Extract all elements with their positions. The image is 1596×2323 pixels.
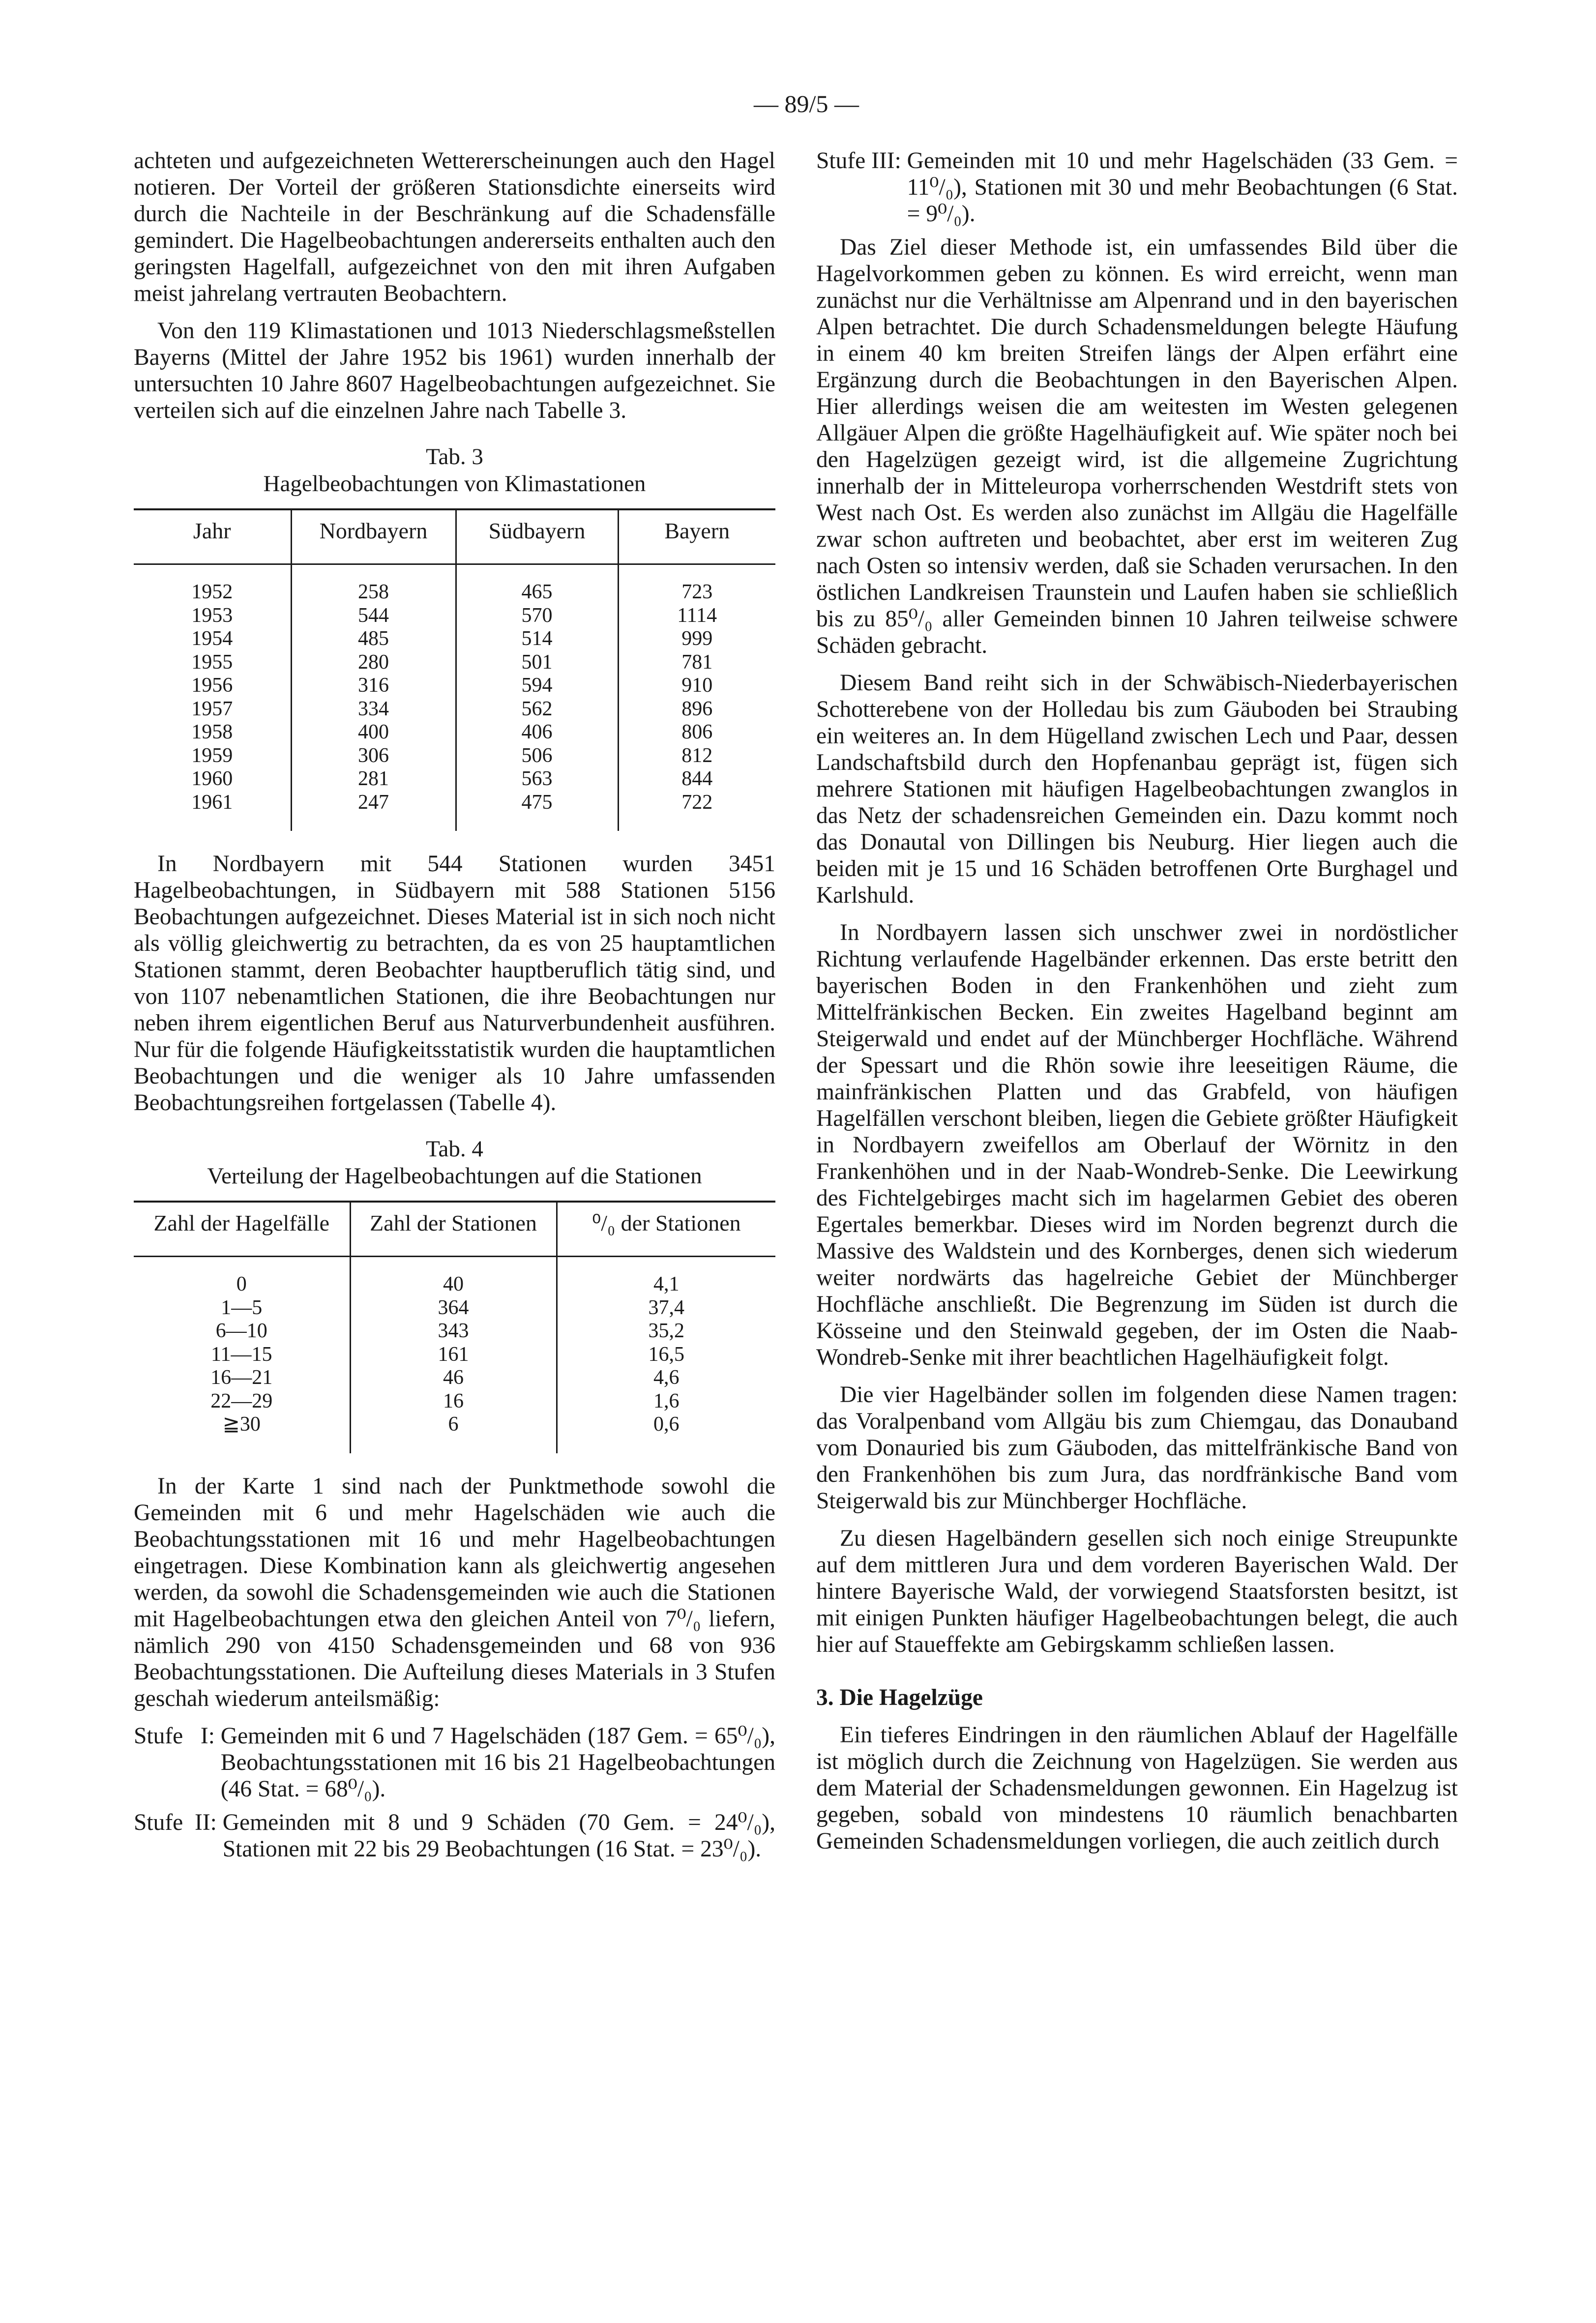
cell: 465 [456, 564, 618, 604]
table-title: Hagelbeobachtungen von Klimastationen [263, 471, 646, 497]
table-row [134, 1343, 775, 1367]
cell: 161 [350, 1343, 557, 1367]
cell: 844 [618, 767, 775, 791]
cell: 1954 [191, 627, 233, 650]
cell: 306 [291, 744, 456, 768]
column-header: Südbayern [456, 509, 618, 564]
paragraph: In der Karte 1 sind nach der Punktmethode sowohl die Gemeinden mit 6 und mehr Hagelschäden wie auch die Beobachtungsstationen mit 16 und mehr Hagelbeobachtungen eingetragen. Diese Kombination kann als gleichwertig angesehen werden, da sowohl die Schadensgemeinden wie auch die Stationen mit Hagelbeobachtungen etwa den gleichen Anteil von 7⁰/₀ liefern, nämlich 290 von 4150 Schadensgemeinden und 68 von 936 Beobachtungsstationen. Die Aufteilung dieses Materials in 3 Stufen geschah wiederum anteilsmäßig: [134, 1473, 775, 1711]
table-row [134, 674, 775, 698]
column-header: Nordbayern [291, 509, 456, 564]
cell: 334 [291, 698, 456, 721]
cell: 16 [350, 1390, 557, 1413]
table-row [134, 1296, 775, 1320]
stufe-text: Gemeinden mit 10 und mehr Hagelschäden (33 Gem. = 11⁰/₀), Stationen mit 30 und mehr Beobachtungen (6 Stat. = 9⁰/₀). [907, 148, 1458, 227]
table-row [134, 1366, 775, 1390]
cell: 316 [291, 674, 456, 698]
right-column [816, 147, 1458, 1865]
cell: 1952 [191, 581, 233, 603]
cell: 6 [350, 1413, 557, 1453]
paragraph: In Nordbayern mit 544 Stationen wurden 3451 Hagelbeobachtungen, in Südbayern mit 588 Stationen 5156 Beobachtungen aufgezeichnet. Dieses Material ist in sich noch nicht als völlig gleichwertig zu betrachten, da es von 25 hauptamtlichen Stationen stammt, deren Beobachter hauptberuflich tätig sind, und von 1107 nebenamtlichen Stationen, die ihre Beobachtungen nur neben ihrem eigentlichen Beruf aus Naturverbundenheit ausführen. Nur für die folgende Häufigkeitsstatistik wurden die hauptamtlichen Beobachtungen und die weniger als 10 Jahre umfassenden Beobachtungsreihen fortgelassen (Tabelle 4). [134, 851, 775, 1116]
cell: 563 [456, 767, 618, 791]
cell: 1114 [618, 604, 775, 628]
cell: 722 [618, 791, 775, 831]
table-row [134, 1320, 775, 1343]
column-header: Jahr [134, 509, 291, 564]
cell: 11—15 [211, 1343, 272, 1366]
cell: ≧30 [222, 1413, 261, 1436]
table-3-block [134, 443, 775, 831]
cell: 406 [456, 721, 618, 744]
cell: 280 [291, 651, 456, 675]
table-row [134, 604, 775, 628]
table-label: Tab. 4 [426, 1136, 483, 1162]
cell: 1957 [191, 697, 233, 720]
cell: 343 [350, 1320, 557, 1343]
cell: 400 [291, 721, 456, 744]
cell: 1953 [191, 604, 233, 627]
table-row [134, 767, 775, 791]
left-column [134, 147, 775, 1869]
stufe-label: Stufe III: [816, 148, 907, 174]
paragraph: In Nordbayern lassen sich unschwer zwei in nordöstlicher Richtung verlaufende Hagelbänder erkennen. Das erste betritt den bayerischen Boden in den Frankenhöhen und zieht zum Mittelfränkischen Becken. Ein zweites Hagelband beginnt am Steigerwald und endet auf der Münchberger Hochfläche. Während der Spessart und die Rhön sowie ihre leeseitigen Räume, die mainfränkischen Platten und das Grabfeld, von häufigen Hagelfällen verschont bleiben, liegen die Gebiete größter Häufigkeit in Nordbayern zweifellos am Oberlauf der Wörnitz in den Frankenhöhen und in der Naab-Wondreb-Senke. Die Leewirkung des Fichtelgebirges macht sich im hagelarmen Gebiet des oberen Egertales bemerkbar. Dieses wird im Norden begrenzt durch die Massive des Waldstein und des Kornberges, denen sich wiederum weiter nordwärts das hagelreiche Gebiet der Münchberger Hochfläche anschließt. Die Begrenzung im Süden ist durch die Kösseine und den Steinwald gegeben, der im Osten die Naab-Wondreb-Senke mit ihrer beachtlichen Hagelhäufigkeit folgt. [816, 920, 1458, 1370]
cell: 0 [236, 1273, 247, 1295]
cell: 999 [618, 627, 775, 651]
cell: 35,2 [557, 1320, 775, 1343]
cell: 501 [456, 651, 618, 675]
stufe-1 [134, 1723, 775, 1802]
table-row [134, 1413, 775, 1453]
cell: 514 [456, 627, 618, 651]
cell: 1958 [191, 721, 233, 743]
stufe-2 [134, 1809, 775, 1862]
stufe-text: Gemeinden mit 6 und 7 Hagelschäden (187 Gem. = 65⁰/₀), Beobachtungsstationen mit 16 bis 21 Hagelbeobachtungen (46 Stat. = 68⁰/₀). [220, 1723, 775, 1802]
cell: 570 [456, 604, 618, 628]
cell: 1959 [191, 744, 233, 767]
table-label: Tab. 3 [426, 444, 483, 470]
table-row [134, 698, 775, 721]
cell: 16,5 [557, 1343, 775, 1367]
cell: 475 [456, 791, 618, 831]
table-row [134, 564, 775, 604]
cell: 910 [618, 674, 775, 698]
cell: 22—29 [210, 1389, 273, 1412]
stufe-label: Stufe I: [134, 1723, 221, 1749]
cell: 594 [456, 674, 618, 698]
column-header: Bayern [618, 509, 775, 564]
cell: 4,1 [557, 1257, 775, 1296]
table-3 [134, 508, 775, 831]
table-title: Verteilung der Hagelbeobachtungen auf die Stationen [207, 1163, 702, 1189]
paragraph: Die vier Hagelbänder sollen im folgenden diese Namen tragen: das Voralpenband vom Allgäu bis zum Chiemgau, das Donauband vom Donauried bis zum Gäuboden, das mittelfränkische Band von den Frankenhöhen bis zum Jura, das nordfränkische Band vom Steigerwald bis zur Münchberger Hochfläche. [816, 1382, 1458, 1514]
paragraph: Ein tieferes Eindringen in den räumlichen Ablauf der Hagelfälle ist möglich durch die Zeichnung von Hagelzügen. Sie werden aus dem Material der Schadensmeldungen gewonnen. Ein Hagelzug ist gegeben, sobald von mindestens 10 räumlich benachbarten Gemeinden Schadensmeldungen vorliegen, die auch zeitlich durch [816, 1722, 1458, 1854]
cell: 46 [350, 1366, 557, 1390]
cell: 258 [291, 564, 456, 604]
cell: 806 [618, 721, 775, 744]
cell: 0,6 [557, 1413, 775, 1453]
paragraph: Diesem Band reiht sich in der Schwäbisch-Niederbayerischen Schotterebene von der Holledau bis zum Gäuboden bei Straubing ein weiteres an. In dem Hügelland zwischen Lech und Paar, dessen Landschaftsbild durch den Hopfenanbau geprägt ist, fügen sich mehrere Stationen mit häufigen Hagelbeobachtungen zwanglos in das Netz der schadensreichen Gemeinden ein. Dazu kommt noch das Donautal von Dillingen bis Neuburg. Hier liegen auch die beiden mit je 15 und 16 Schäden betroffenen Orte Burghagel und Karlshuld. [816, 670, 1458, 908]
cell: 781 [618, 651, 775, 675]
table-row [134, 651, 775, 675]
table-row [134, 791, 775, 831]
page-number: — 89/5 — [754, 90, 859, 118]
cell: 37,4 [557, 1296, 775, 1320]
cell: 4,6 [557, 1366, 775, 1390]
cell: 247 [291, 791, 456, 831]
cell: 506 [456, 744, 618, 768]
cell: 1961 [191, 791, 233, 814]
cell: 1,6 [557, 1390, 775, 1413]
stufe-label: Stufe II: [134, 1809, 223, 1835]
table-row [134, 1257, 775, 1296]
cell: 896 [618, 698, 775, 721]
cell: 364 [350, 1296, 557, 1320]
paragraph: achteten und aufgezeichneten Wettererscheinungen auch den Hagel notieren. Der Vorteil der größeren Stationsdichte einerseits wird durch die Nachteile in der Beschränkung auf die Schadensfälle gemindert. Die Hagelbeobachtungen andererseits enthalten auch den geringsten Hagelfall, aufgezeichnet von den mit ihren Aufgaben meist jahrelang vertrauten Beobachtern. [134, 148, 775, 306]
paragraph: Das Ziel dieser Methode ist, ein umfassendes Bild über die Hagelvorkommen geben zu können. Es wird erreicht, wenn man zunächst nur die Verhältnisse am Alpenrand und in den bayerischen Alpen betrachtet. Die durch Schadensmeldungen belegte Häufung in einem 40 km breiten Streifen längs der Alpen erfährt eine Ergänzung durch die Beobachtungen in den Bayerischen Alpen. Hier allerdings weisen die am weitesten im Westen gelegenen Allgäuer Alpen die größte Hagelhäufigkeit auf. Wie später noch bei den Hagelzügen gezeigt wird, ist die allgemeine Zugrichtung innerhalb der in Mitteleuropa vorherrschenden Westdrift stets von West nach Ost. Es werden also zunächst im Allgäu die Hagelfälle zwar schon auftreten und beobachtet, aber erst im weiteren Zug nach Osten so intensiv werden, daß sie Schaden verursachen. In den östlichen Landkreisen Traunstein und Laufen haben sie schließlich bis zu 85⁰/₀ aller Gemeinden binnen 10 Jahren teilweise schwere Schäden gebracht. [816, 235, 1458, 658]
cell: 1960 [191, 767, 233, 790]
cell: 562 [456, 698, 618, 721]
table-4 [134, 1201, 775, 1453]
cell: 812 [618, 744, 775, 768]
cell: 40 [350, 1257, 557, 1296]
cell: 1956 [191, 674, 233, 697]
table-row [134, 627, 775, 651]
table-row [134, 1390, 775, 1413]
cell: 1—5 [221, 1296, 263, 1319]
paragraph: Von den 119 Klimastationen und 1013 Niederschlagsmeßstellen Bayerns (Mittel der Jahre 1952 bis 1961) wurden innerhalb der untersuchten 10 Jahre 8607 Hagelbeobachtungen aufgezeichnet. Sie verteilen sich auf die einzelnen Jahre nach Tabelle 3. [134, 318, 775, 423]
cell: 485 [291, 627, 456, 651]
cell: 6—10 [215, 1320, 267, 1342]
section-heading: 3. Die Hagelzüge [816, 1685, 983, 1710]
cell: 544 [291, 604, 456, 628]
stufe-3 [816, 147, 1458, 227]
paragraph: Zu diesen Hagelbändern gesellen sich noch einige Streupunkte auf dem mittleren Jura und dem vorderen Bayerischen Wald. Der hintere Bayerische Wald, der vorwiegend Staatsforsten besitzt, ist mit einigen Punkten häufiger Hagelbeobachtungen belegt, die auch hier auf Staueffekte am Gebirgskamm schließen lassen. [816, 1526, 1458, 1657]
column-header: ⁰/₀ der Stationen [557, 1202, 775, 1257]
table-row [134, 721, 775, 744]
column-header: Zahl der Hagelfälle [134, 1202, 350, 1257]
column-header: Zahl der Stationen [350, 1202, 557, 1257]
cell: 281 [291, 767, 456, 791]
table-4-block [134, 1136, 775, 1453]
cell: 16—21 [210, 1366, 273, 1389]
cell: 723 [618, 564, 775, 604]
cell: 1955 [191, 650, 233, 674]
stufe-text: Gemeinden mit 8 und 9 Schäden (70 Gem. = 24⁰/₀), Stationen mit 22 bis 29 Beobachtungen (16 Stat. = 23⁰/₀). [222, 1809, 775, 1862]
table-row [134, 744, 775, 768]
